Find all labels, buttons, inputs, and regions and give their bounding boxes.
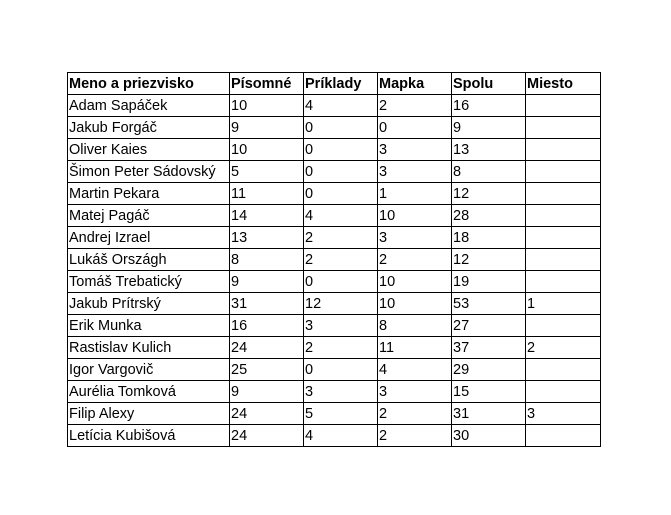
header-name: Meno a priezvisko xyxy=(68,73,230,95)
cell-map: 2 xyxy=(378,249,452,271)
cell-total: 8 xyxy=(452,161,526,183)
cell-place xyxy=(526,205,601,227)
cell-place xyxy=(526,249,601,271)
cell-place xyxy=(526,183,601,205)
cell-place xyxy=(526,139,601,161)
cell-map: 2 xyxy=(378,403,452,425)
cell-total: 30 xyxy=(452,425,526,447)
cell-total: 31 xyxy=(452,403,526,425)
cell-total: 15 xyxy=(452,381,526,403)
cell-exercises: 0 xyxy=(304,183,378,205)
cell-name: Lukáš Országh xyxy=(68,249,230,271)
header-total: Spolu xyxy=(452,73,526,95)
cell-exercises: 5 xyxy=(304,403,378,425)
cell-place xyxy=(526,95,601,117)
cell-written: 9 xyxy=(230,271,304,293)
cell-map: 3 xyxy=(378,139,452,161)
cell-place xyxy=(526,381,601,403)
cell-total: 53 xyxy=(452,293,526,315)
table-row xyxy=(68,161,601,183)
cell-map: 4 xyxy=(378,359,452,381)
cell-place xyxy=(526,315,601,337)
cell-written: 11 xyxy=(230,183,304,205)
cell-place xyxy=(526,227,601,249)
cell-written: 14 xyxy=(230,205,304,227)
cell-place xyxy=(526,271,601,293)
cell-written: 9 xyxy=(230,381,304,403)
cell-exercises: 0 xyxy=(304,161,378,183)
cell-exercises: 0 xyxy=(304,139,378,161)
cell-total: 12 xyxy=(452,249,526,271)
table-row xyxy=(68,359,601,381)
cell-name: Andrej Izrael xyxy=(68,227,230,249)
cell-written: 24 xyxy=(230,425,304,447)
cell-total: 9 xyxy=(452,117,526,139)
header-map: Mapka xyxy=(378,73,452,95)
cell-map: 8 xyxy=(378,315,452,337)
cell-written: 24 xyxy=(230,337,304,359)
cell-total: 29 xyxy=(452,359,526,381)
cell-name: Jakub Forgáč xyxy=(68,117,230,139)
table-body xyxy=(68,95,601,447)
cell-map: 11 xyxy=(378,337,452,359)
cell-map: 1 xyxy=(378,183,452,205)
table-row xyxy=(68,249,601,271)
cell-total: 12 xyxy=(452,183,526,205)
cell-total: 37 xyxy=(452,337,526,359)
cell-name: Oliver Kaies xyxy=(68,139,230,161)
cell-total: 28 xyxy=(452,205,526,227)
table-row xyxy=(68,227,601,249)
cell-exercises: 4 xyxy=(304,205,378,227)
cell-place xyxy=(526,117,601,139)
cell-exercises: 3 xyxy=(304,381,378,403)
cell-total: 13 xyxy=(452,139,526,161)
cell-place: 2 xyxy=(526,337,601,359)
cell-written: 5 xyxy=(230,161,304,183)
table-row xyxy=(68,425,601,447)
table-row xyxy=(68,381,601,403)
cell-exercises: 2 xyxy=(304,227,378,249)
cell-name: Aurélia Tomková xyxy=(68,381,230,403)
cell-written: 16 xyxy=(230,315,304,337)
table-row xyxy=(68,139,601,161)
cell-map: 10 xyxy=(378,271,452,293)
table-row xyxy=(68,183,601,205)
cell-name: Erik Munka xyxy=(68,315,230,337)
results-table xyxy=(67,72,601,447)
cell-written: 25 xyxy=(230,359,304,381)
table-row xyxy=(68,337,601,359)
cell-exercises: 4 xyxy=(304,425,378,447)
table-row xyxy=(68,95,601,117)
cell-written: 13 xyxy=(230,227,304,249)
cell-map: 3 xyxy=(378,381,452,403)
cell-written: 10 xyxy=(230,95,304,117)
cell-place xyxy=(526,161,601,183)
cell-map: 10 xyxy=(378,205,452,227)
cell-map: 0 xyxy=(378,117,452,139)
cell-total: 16 xyxy=(452,95,526,117)
cell-name: Filip Alexy xyxy=(68,403,230,425)
cell-written: 10 xyxy=(230,139,304,161)
cell-place xyxy=(526,359,601,381)
cell-exercises: 4 xyxy=(304,95,378,117)
cell-place: 3 xyxy=(526,403,601,425)
header-place: Miesto xyxy=(526,73,601,95)
header-exercises: Príklady xyxy=(304,73,378,95)
cell-name: Letícia Kubišová xyxy=(68,425,230,447)
cell-name: Matej Pagáč xyxy=(68,205,230,227)
cell-written: 8 xyxy=(230,249,304,271)
cell-map: 10 xyxy=(378,293,452,315)
cell-total: 19 xyxy=(452,271,526,293)
cell-exercises: 2 xyxy=(304,249,378,271)
cell-name: Jakub Prítrský xyxy=(68,293,230,315)
cell-map: 2 xyxy=(378,95,452,117)
cell-name: Tomáš Trebatický xyxy=(68,271,230,293)
cell-place: 1 xyxy=(526,293,601,315)
cell-name: Adam Sapáček xyxy=(68,95,230,117)
table-row xyxy=(68,117,601,139)
table-header xyxy=(68,73,601,95)
cell-map: 3 xyxy=(378,227,452,249)
cell-exercises: 0 xyxy=(304,117,378,139)
cell-total: 18 xyxy=(452,227,526,249)
table-row xyxy=(68,403,601,425)
cell-name: Šimon Peter Sádovský xyxy=(68,161,230,183)
cell-map: 3 xyxy=(378,161,452,183)
cell-total: 27 xyxy=(452,315,526,337)
header-row xyxy=(68,73,601,95)
cell-name: Rastislav Kulich xyxy=(68,337,230,359)
cell-map: 2 xyxy=(378,425,452,447)
cell-place xyxy=(526,425,601,447)
cell-written: 24 xyxy=(230,403,304,425)
cell-written: 9 xyxy=(230,117,304,139)
cell-name: Martin Pekara xyxy=(68,183,230,205)
cell-exercises: 0 xyxy=(304,271,378,293)
cell-exercises: 12 xyxy=(304,293,378,315)
table-row xyxy=(68,205,601,227)
cell-exercises: 2 xyxy=(304,337,378,359)
table-row xyxy=(68,315,601,337)
table-row xyxy=(68,293,601,315)
cell-written: 31 xyxy=(230,293,304,315)
header-written: Písomné xyxy=(230,73,304,95)
cell-name: Igor Vargovič xyxy=(68,359,230,381)
cell-exercises: 3 xyxy=(304,315,378,337)
cell-exercises: 0 xyxy=(304,359,378,381)
table-row xyxy=(68,271,601,293)
